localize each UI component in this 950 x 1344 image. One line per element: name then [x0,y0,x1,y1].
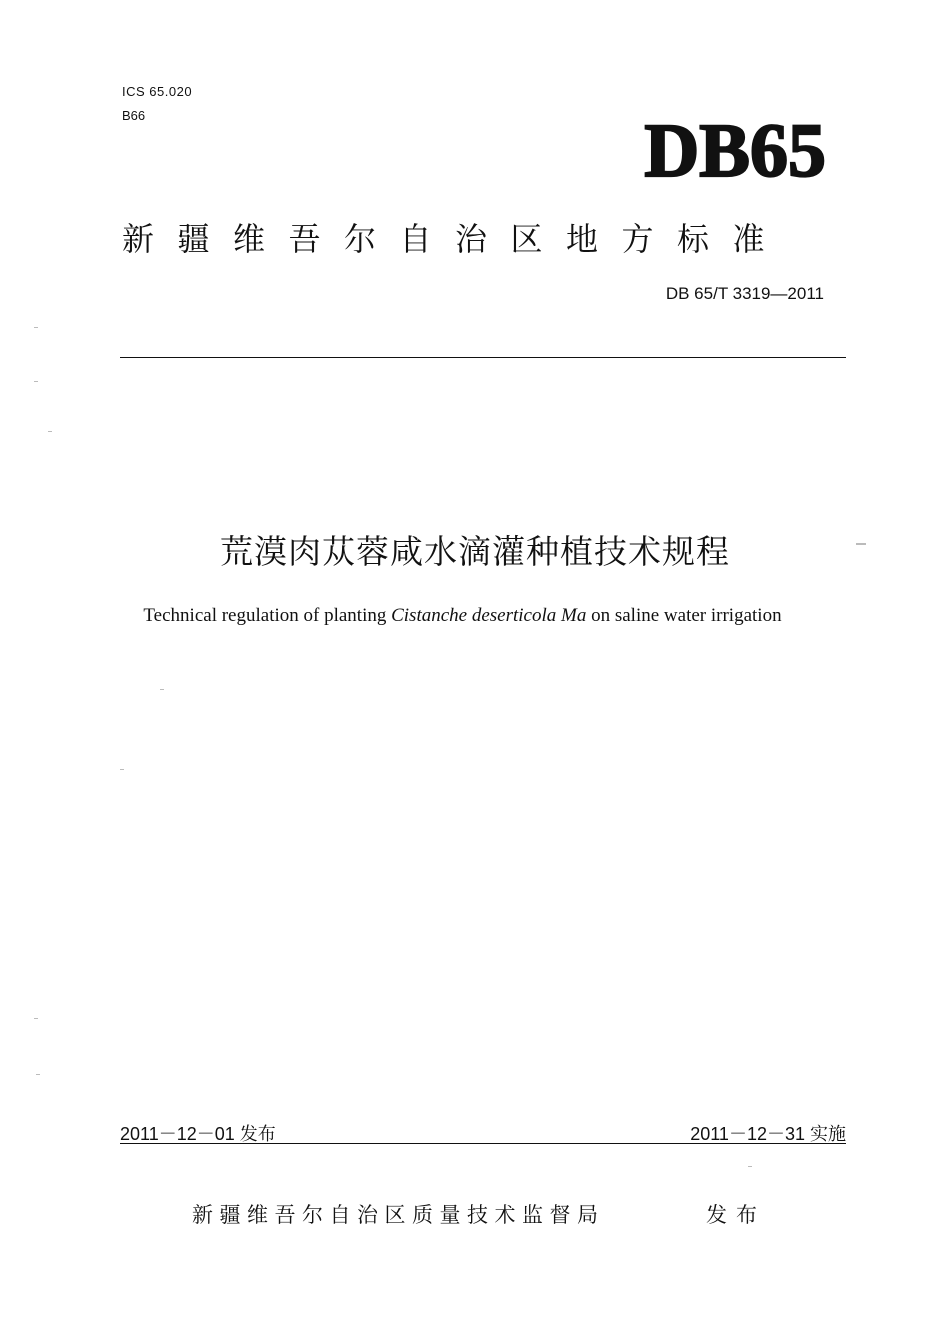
scan-speck [856,543,866,545]
title-en-prefix: Technical regulation of planting [143,605,392,626]
scan-speck [748,1166,752,1167]
standard-type-heading: 新疆维吾尔自治区地方标准 [122,220,789,258]
bottom-divider [120,1143,846,1144]
top-divider [120,357,846,358]
scan-speck [120,769,124,770]
issue-action-label: 发布 [706,1203,766,1227]
ics-code: ICS 65.020 [122,84,193,99]
document-title-cn: 荒漠肉苁蓉咸水滴灌种植技术规程 [220,532,730,571]
db65-logo [598,112,828,192]
logo-text: DB65 [644,112,826,192]
issue-date: 2011－12－01 发布 [120,1124,276,1144]
standard-number: DB 65/T 3319—2011 [665,284,824,303]
scan-speck [34,381,38,382]
scan-speck [160,689,164,690]
implementation-date: 2011－12－31 实施 [690,1124,846,1144]
issuing-authority: 新疆维吾尔自治区质量技术监督局 [192,1203,605,1227]
scan-speck [36,1074,40,1075]
document-title-en [0,605,925,627]
title-en-suffix: on saline water irrigation [586,605,782,626]
scan-speck [34,327,38,328]
scan-speck [48,431,52,432]
title-en-species: Cistanche deserticola Ma [391,605,587,626]
ccs-code: B66 [122,108,146,123]
scan-speck [34,1018,38,1019]
